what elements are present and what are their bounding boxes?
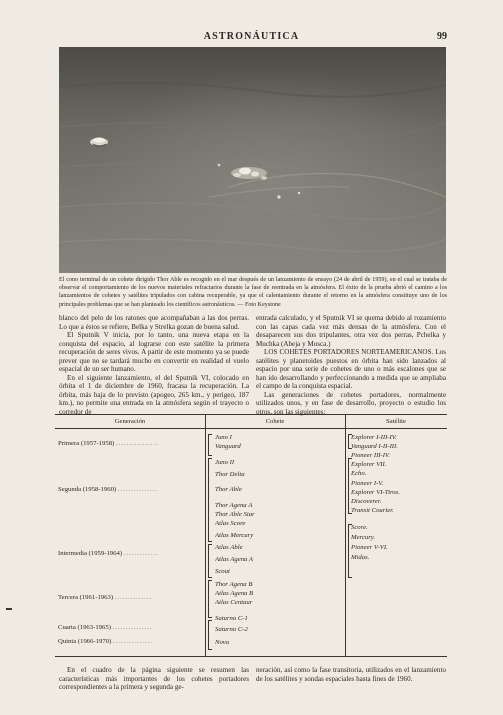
left-column [59,314,249,416]
table-top-rule [55,414,447,415]
rocket-name: Saturno C-1 [215,615,248,622]
satellite-name: Mercury. [351,534,376,541]
sea-photo-image [59,47,446,273]
rocket-name: Atlas Agena B [215,590,254,597]
paragraph: El Sputnik V inicia, por lo tanto, una nueva etapa en la conquista del espacio, al lograrse con este satélite la primera recuperación de seres vivos. A partir de este momento ya se puede prever que no se tardará mucho en convertir en realidad el vuelo espacial de un ser humano. [59,331,249,373]
column-divider [345,414,346,656]
group-brace [348,524,352,578]
group-brace [208,434,212,456]
paragraph: blanco del pelo de los ratones que acompañaban a las dos perras. Lo que a éstos se refiere, Belka y Strelka gozan de buena salud. [59,314,249,331]
column-divider [205,414,206,656]
rocket-name: Thor Able [215,486,242,493]
rocket-name: Scout [215,568,230,575]
satellite-name: Explorer VI-Tiros. [351,489,400,496]
rocket-name: Atlas Score [215,520,246,527]
satellite-name: Pioneer V-VI. [351,544,388,551]
header-cohete: Cohete [265,418,285,425]
satellite-name: Discoverer. [351,498,382,505]
right-column [256,314,446,416]
rocket-name: Atlas Able [215,544,243,551]
satellite-name: Midas. [351,554,370,561]
table-bottom-rule [55,656,447,657]
rocket-name: Atlas Agena A [215,556,254,563]
paragraph: En el cuadro de la página siguiente se resumen las características más importantes de los cohetes portadores correspondientes a la primera y segunda ge- [59,666,249,691]
page-number: 99 [437,31,447,42]
satellite-name: Vanguard I-II-III. [351,443,398,450]
generation-row: Tercera (1961-1963) .............. [58,594,153,601]
paragraph: entrada calculado, y el Sputnik VI se quema debido al rozamiento con las capas cada vez más densas de la atmósfera. Con el desaparecen sus dos tripulantes, otra vez dos perras, Pchelka y Muchka (Abeja y Mosca.) [256,314,446,348]
satellite-name: Explorer VII. [351,461,387,468]
header-bottom-rule [55,428,447,429]
header-satelite: Satélite [386,418,406,425]
group-brace [208,620,212,650]
paragraph: Las generaciones de cohetes portadores, normalmente utilizados unos, y en fase de desarrollo, proyecto o estudio los otros, son las siguientes: [256,390,446,416]
rocket-name: Thor Able Star [215,511,255,518]
satellite-name: Score. [351,524,368,531]
satellite-name: Pioneer III-IV. [351,452,390,459]
satellite-name: Echo. [351,470,367,477]
group-brace [208,458,212,542]
rocket-name: Juno II [215,459,235,466]
margin-mark [6,608,12,610]
rocket-name: Thor Delta [215,471,245,478]
paragraph: En el siguiente lanzamiento, el del Sputnik VI, colocado en órbita el 1 de diciembre de 1960, fracasa la recuperación. La órbita, más baja de lo previsto (apogeo, 265 km., y perigeo, 187 km.), no permite una entrada en la atmósfera según el trayecto o corredor de [59,373,249,416]
header-generacion: Generación [114,418,146,425]
satellite-name: Transit Courier. [351,507,394,514]
photograph [59,47,446,273]
satellite-name: Pioneer I-V. [351,480,384,487]
photo-caption: El cono terminal de un cohete dirigido Thor Able es recogido en el mar después de un lanzamiento de ensayo (24 de abril de 1959), en el cual se trataba de observar el comportamiento de los nuevos materiales refractarios durante la fase de reentrada en la atmósfera. El éxito de la prueba abrió el camino a los lanzamientos de cohetes y satélites tripulados con cabina recuperable, ya que el calentamiento durante el retorno en la atmósfera constituye uno de los principales problemas que se han planteado los científicos astronáuticos. — Foto Keystone [59,277,447,308]
rocket-name: Juno I [215,434,232,441]
rocket-name: Saturno C-2 [215,626,248,633]
footer-right-paragraph [256,666,446,683]
generation-row: Primera (1957-1958) ................ [58,440,159,447]
generation-row: Intermedia (1959-1964) ............. [58,550,159,557]
rocket-name: Thor Agena B [215,581,253,588]
paragraph: LOS COHETES PORTADORES NORTEAMERICANOS. Los satélites y planetoides puestos en órbita han sido lanzados al espacio por una serie de cohetes de uno o más escalones que se han ido desarrollando y perfeccionando a medida que se ampliaba el campo de la conquista espacial. [256,348,446,390]
running-title: ASTRONÁUTICA [203,31,300,42]
generation-row: Cuarta (1963-1965) ............... [58,624,153,631]
paragraph: neración, así como la fase transitoria, utilizados en el lanzamiento de los satélites y sondas espaciales hasta fines de 1960. [256,666,446,683]
rocket-name: Atlas Centaur [215,599,253,606]
footer-left-paragraph [59,666,249,692]
satellite-name: Explorer I-III-IV. [351,434,397,441]
generation-row: Quinta (1966-1970) ............... [58,638,154,645]
rocket-name: Atlas Mercury [215,532,254,539]
generation-row: Segunda (1958-1960) ............... [58,486,158,493]
rocket-name: Vanguard [215,443,241,450]
rocket-name: Nova [215,639,230,646]
group-brace [208,544,212,578]
rocket-generations-table [55,414,447,658]
rocket-name: Thor Agena A [215,502,253,509]
group-brace [208,580,212,618]
